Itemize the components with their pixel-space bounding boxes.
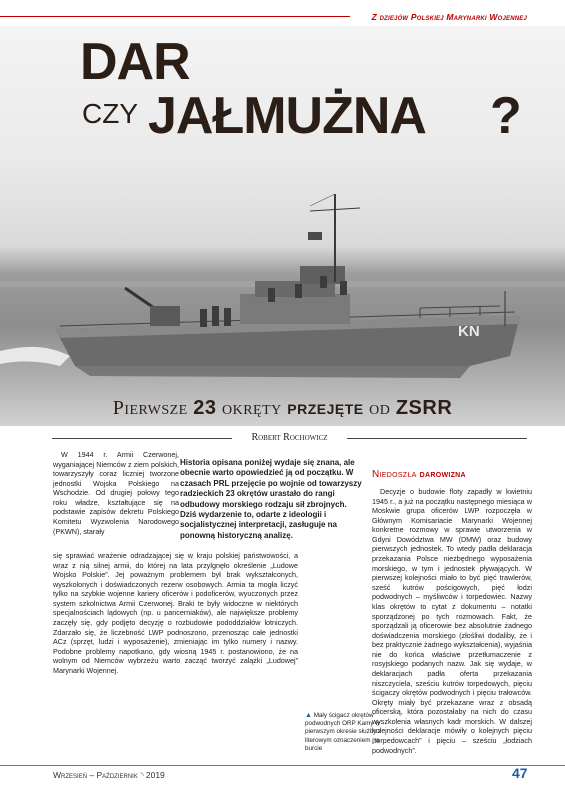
section-title: Z dziejów Polskiej Marynarki Wojennej	[371, 12, 527, 22]
hull-mark: KN	[458, 323, 480, 340]
title-jalmuzna: JAŁMUŻNA	[148, 87, 426, 145]
body-column-left-narrow	[53, 450, 179, 536]
subtitle-verb: przejęte	[287, 397, 364, 419]
author-byline: Robert Rochowicz	[251, 432, 328, 443]
subhead-bold: darowizna	[419, 469, 466, 480]
paragraph: się sprawiać wrażenie odradzającej się w kraju polskiej państwowości, a wraz z nią silnej armii, do której na lata przylgnęło określenie „Ludowe Wojsko Polskie”. Jej poważnym problemem był brak wykształconych, wyszkolonych i doświadczonych rezerw osobowych. Armia ta mogła liczyć tylko na szybkie wojenne kariery oficerów i podoficerów, wyuczonych przez system szkolnictwa Armii Czerwonej. Braki te były widoczne w niektórych specjalnościach lądowych (np. u pancerniaków), ale największe problemy zaczęły się, gdy podjęto decyzję o rozbudowie pododdziałów lotniczych. Zdarzało się, że liczebność LWP podnoszono, przenosząc całe jednostki ACz (sprzęt, ludzi i wyposażenie), zmieniając im tylko numery i nazwy. Podobne problemy napotkano, gdy wiosną 1945 r. postanowiono, że na wolnym od Niemców wybrzeżu warto zacząć tworzyć zalążki „Ludowej” Marynarki Wojennej.	[53, 551, 298, 675]
section-subhead	[372, 469, 466, 480]
subtitle-zsrr: ZSRR	[395, 397, 453, 419]
issue-months: Wrzesień – Październik	[53, 770, 138, 780]
footer-issue	[53, 770, 165, 781]
body-column-left-wide	[53, 551, 298, 676]
byline-block	[52, 432, 527, 444]
header-rule	[0, 16, 350, 17]
title-question-mark: ?	[490, 87, 522, 145]
byline-rule-right	[347, 438, 527, 439]
subtitle-word: Pierwsze	[112, 397, 188, 419]
article-subtitle	[0, 397, 565, 420]
paragraph: W 1944 r. Armii Czerwonej, wyganiającej Niemców z ziem polskich, towarzyszyły coraz liczniej tworzone jednostki Wojska Polskiego na Wschodzie. Od drugiej połowy tego roku władze, kształtujące się na podstawie zapisów dekretu Polskiego Komitetu Wyzwolenia Narodowego (PKWN), starały	[53, 450, 179, 536]
title-czy: CZY	[82, 98, 138, 129]
arrow-up-icon: ▲	[305, 712, 312, 719]
section-header	[0, 12, 565, 22]
page-number: 47	[512, 765, 528, 781]
body-column-right	[372, 487, 532, 755]
article-lead: Historia opisana poniżej wydaje się znana, ale obecnie warto opowiedzieć ją od początku. W czasach PRL przejęcie po wojnie od towarzyszy radzieckich 23 okrętów urastało do rangi odbudowy morskiego rodzaju sił zbrojnych. Dziś wydarzenie to, odarte z ideologii i socjalistycznej interpretacji, zasługuje na ponowną historyczną analizę.	[180, 458, 362, 540]
title-dar: DAR	[80, 33, 190, 91]
subtitle-word: od	[369, 397, 391, 419]
issue-year: 2019	[145, 770, 165, 780]
footer-rule	[0, 765, 565, 766]
subtitle-number: 23	[193, 397, 217, 419]
paragraph: Decyzje o budowie floty zapadły w kwietniu 1945 r., a już na początku następnego miesiąca w Moskwie grupa oficerów LWP rozpoczęła w Głównym Komisariacie Marynarki Wojennej konkretne rozmowy w sprawie utworzenia w Gdyni Dowództwa MW (DMW) oraz budowy pierwszych jednostek. To wtedy padła deklaracja przekazania Polsce niezbędnego wyposażenia morskiego, w tym i jednostek pływających. W pierwszej kolejności miało to być pięć trawlerów, sześć kutrów pościgowych, pięć łodzi podwodnych – myśliwców i torpedowiec. Nazwy klas okrętów to cytat z dokumentu – notatki sporządzonej po tych rozmowach. Fakt, że sporządzali ją oficerowie bez absolutnie żadnego doświadczenia morskiego (złośliwi dodaliby, że i bez praktycznie żadnego wykształcenia), wyjaśnia nie do końca właściwe przetłumaczenie z rosyjskiego podanych nazw. Jak się wydaje, w deklaracjach padła oferta przekazania niszczyciela, sześciu kutrów torpedowych, pięciu ścigaczy okrętów podwodnych i pięciu trałowców. Okręty miały być przekazane wraz z obsadą oficerską, która pozostałaby na nich do czasu wyszkolenia własnych kadr morskich. W dalszej kolejności deklaracje mówiły o kolejnych pięciu „torpedowcach” i pięciu – sześciu „łodziach podwodnych”.	[372, 487, 532, 755]
subhead-word: Niedoszła	[372, 469, 417, 480]
caption-text: Mały ścigacz okrętów podwodnych ORP Kamy w pierwszym okresie służby z literowym oznaczeniem na burcie	[305, 712, 382, 752]
subtitle-word: okręty	[221, 397, 282, 419]
footer-logo-icon: ◝	[140, 770, 144, 780]
